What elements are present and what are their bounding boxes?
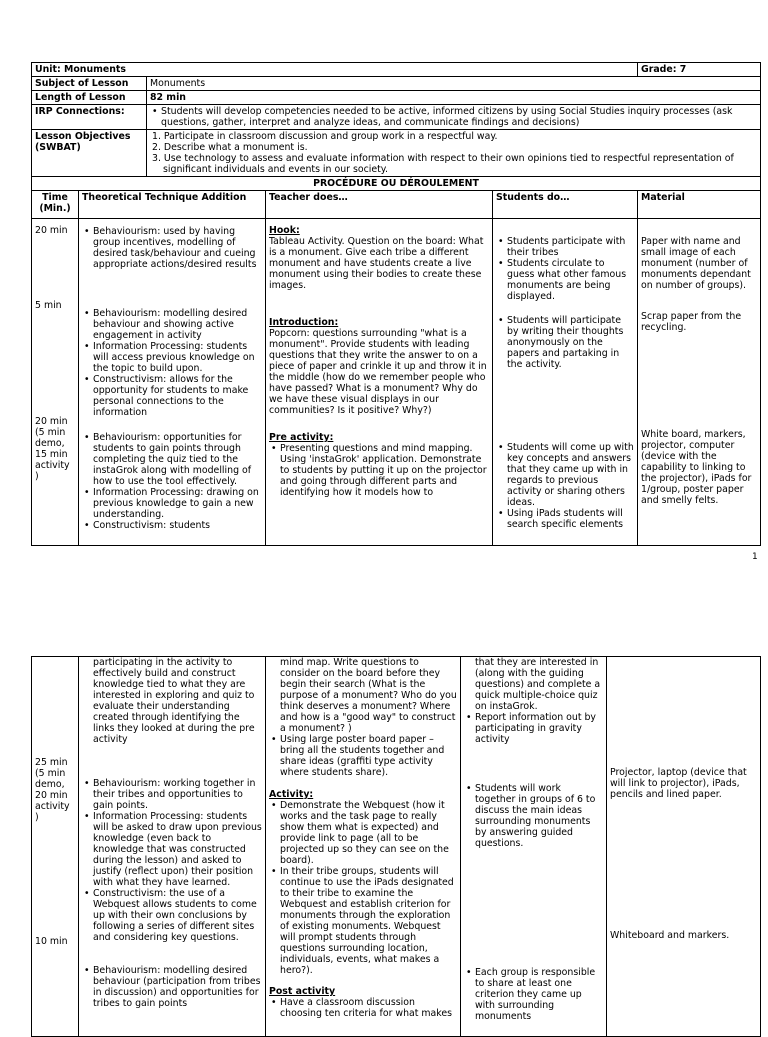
objective-item: • 3. Use technology to assess and evaluate information with respect to their own opinions tied to respectful representation of significant individuals and events in our society. xyxy=(152,153,757,175)
time-column xyxy=(32,219,79,546)
subject-label: Subject of Lesson xyxy=(32,77,147,91)
pre-activity-heading: Pre activity: xyxy=(269,432,334,443)
student-item: • Students participate with their tribes xyxy=(507,236,634,258)
students-column xyxy=(461,657,607,1037)
post-activity-heading: Post activity xyxy=(269,986,336,997)
material-item: Whiteboard and markers. xyxy=(610,930,730,941)
grade-cell: Grade: 7 xyxy=(638,63,761,77)
teacher-bullet: • Have a classroom discussion choosing ten criteria for what makes xyxy=(280,997,457,1019)
student-item: • Students will come up with key concepts and answers that they came up with in regards to previous activity or sharing others ideas. xyxy=(507,442,634,508)
header-theory: Theoretical Technique Addition xyxy=(79,191,266,219)
theory-item: • Behaviourism: working together in their tribes and opportunities to gain points. xyxy=(93,778,262,811)
student-item: • Report information out by participating in gravity activity xyxy=(475,712,603,745)
theory-item: • Behaviourism: opportunities for students to gain points through completing the quiz tied to the instaGrok along with modelling of how to use the tool effectively. xyxy=(93,432,262,487)
theory-item: • Constructivism: the use of a Webquest allows students to come up with their own conclusions by following a series of different sites and considering key questions. xyxy=(93,888,262,943)
theory-item: • Behaviourism: modelling desired behaviour (participation from tribes in discussion) and opportunities for tribes to gain points xyxy=(93,965,262,1009)
subject-value: Monuments xyxy=(147,77,761,91)
theory-item: • Behaviourism: used by having group incentives, modelling of desired task/behaviour and cueing appropriate actions/desired results xyxy=(93,226,262,270)
row-time: 20 min xyxy=(35,225,68,236)
student-item: • Students will work together in groups of 6 to discuss the main ideas surrounding monuments by answering guided questions. xyxy=(475,783,603,849)
theory-item: • Behaviourism: modelling desired behaviour and showing active engagement in activity xyxy=(93,308,262,341)
row-time: 20 min (5 min demo, 15 min activity ) xyxy=(35,416,70,482)
material-item: Projector, laptop (device that will link to projector), iPads, pencils and lined paper. xyxy=(610,767,747,800)
theory-item: • Information Processing: drawing on previous knowledge to gain a new understanding. xyxy=(93,487,262,520)
student-item: • Each group is responsible to share at least one criterion they came up with surrounding monuments xyxy=(475,967,603,1022)
document-page-2 xyxy=(0,600,768,1024)
teacher-continued: mind map. Write questions to consider on the board before they begin their search (What is the purpose of a monument? Who do you think deserves a monument? Where and how is a "good way" to construct a monument? ) xyxy=(280,657,457,734)
teacher-column xyxy=(266,657,461,1037)
material-item: White board, markers, projector, computer (device with the capability to linking to the projector), iPads for 1/group, poster paper and smelly felts. xyxy=(641,429,752,506)
theory-item: • Constructivism: allows for the opportunity for students to make personal connections to the information xyxy=(93,374,262,418)
length-label: Length of Lesson xyxy=(32,91,147,105)
unit-cell: Unit: Monuments xyxy=(32,63,638,77)
theory-column xyxy=(79,219,266,546)
irp-label: IRP Connections: xyxy=(32,105,147,130)
pre-activity-text: Using 'instaGrok' application. Demonstrate to students by putting it up on the projector and going through different parts and identifying how it models how to xyxy=(280,454,487,498)
material-column xyxy=(607,657,761,1037)
theory-item: • Constructivism: students xyxy=(93,520,262,531)
objectives-label: Lesson Objectives (SWBAT) xyxy=(32,130,147,177)
time-column xyxy=(32,657,79,1037)
lesson-plan-table-continued xyxy=(31,656,761,1037)
procedure-heading: PROCÉDURE OU DÉROULEMENT xyxy=(32,177,761,191)
irp-bullet: • Students will develop competencies needed to be active, informed citizens by using Social Studies inquiry processes (ask questions, gather, interpret and analyze ideas, and communicate findings and decisions) xyxy=(161,106,757,128)
teacher-bullet: • Using large poster board paper – bring all the students together and share ideas (graffiti type activity where students share). xyxy=(280,734,457,778)
header-time: Time (Min.) xyxy=(32,191,79,219)
pre-activity-bullet: • Presenting questions and mind mapping. xyxy=(280,443,489,454)
row-time: 5 min xyxy=(35,300,62,311)
material-column xyxy=(638,219,761,546)
header-material: Material xyxy=(638,191,761,219)
theory-column xyxy=(79,657,266,1037)
objectives-value xyxy=(147,130,761,177)
introduction-text: Popcorn: questions surrounding "what is a monument". Provide students with leading questions that they write the answer to on a piece of paper and crinkle it up and throw it in the middle (how do we remember people who have passed? What is a monument? Why do we have these visual displays in our communities? Is it positive? Why?) xyxy=(269,328,487,416)
introduction-heading: Introduction: xyxy=(269,317,339,328)
teacher-bullet: • In their tribe groups, students will continue to use the iPads designated to their tribe to examine the Webquest and establish criterion for monuments through the exploration of existing monuments. Webquest will prompt students through questions surrounding location, individuals, events, what makes a hero?). xyxy=(280,866,457,976)
row-time: 10 min xyxy=(35,936,68,947)
material-item: Paper with name and small image of each monument (number of monuments dependant on number of groups). xyxy=(641,236,751,291)
student-item: • Using iPads students will search specific elements xyxy=(507,508,634,530)
theory-continued: participating in the activity to effectively build and construct knowledge tied to what they are interested in exploring and quiz to evaluate their understanding created through identifying the links they looked at during the pre activity xyxy=(93,657,255,745)
length-value: 82 min xyxy=(147,91,761,105)
teacher-bullet: • Demonstrate the Webquest (how it works and the task page to really show them what is expected) and provide link to page (all to be projected up so they can see on the board). xyxy=(280,800,457,866)
page-number: 1 xyxy=(752,552,758,562)
activity-heading: Activity: xyxy=(269,789,314,800)
material-item: Scrap paper from the recycling. xyxy=(641,311,742,333)
objective-item: • 1. Participate in classroom discussion and group work in a respectful way. xyxy=(152,131,757,142)
row-time: 25 min (5 min demo, 20 min activity ) xyxy=(35,757,70,823)
irp-value xyxy=(147,105,761,130)
theory-item: • Information Processing: students will access previous knowledge on the topic to build upon. xyxy=(93,341,262,374)
header-teacher: Teacher does… xyxy=(266,191,493,219)
student-item: • Students will participate by writing their thoughts anonymously on the papers and partaking in the activity. xyxy=(507,315,634,370)
students-continued: that they are interested in (along with the guiding questions) and complete a quick multiple-choice quiz on instaGrok. xyxy=(475,657,601,712)
hook-heading: Hook: xyxy=(269,225,300,236)
theory-item: • Information Processing: students will be asked to draw upon previous knowledge (even back to knowledge that was constructed during the lesson) and asked to justify (reflect upon) their position with what they have learned. xyxy=(93,811,262,888)
objective-item: • 2. Describe what a monument is. xyxy=(152,142,757,153)
student-item: • Students circulate to guess what other famous monuments are being displayed. xyxy=(507,258,634,302)
teacher-column xyxy=(266,219,493,546)
hook-text: Tableau Activity. Question on the board: What is a monument. Give each tribe a different monument and have students create a live monument using their bodies to create these images. xyxy=(269,236,484,291)
lesson-plan-table xyxy=(31,62,761,546)
header-students: Students do… xyxy=(493,191,638,219)
students-column xyxy=(493,219,638,546)
